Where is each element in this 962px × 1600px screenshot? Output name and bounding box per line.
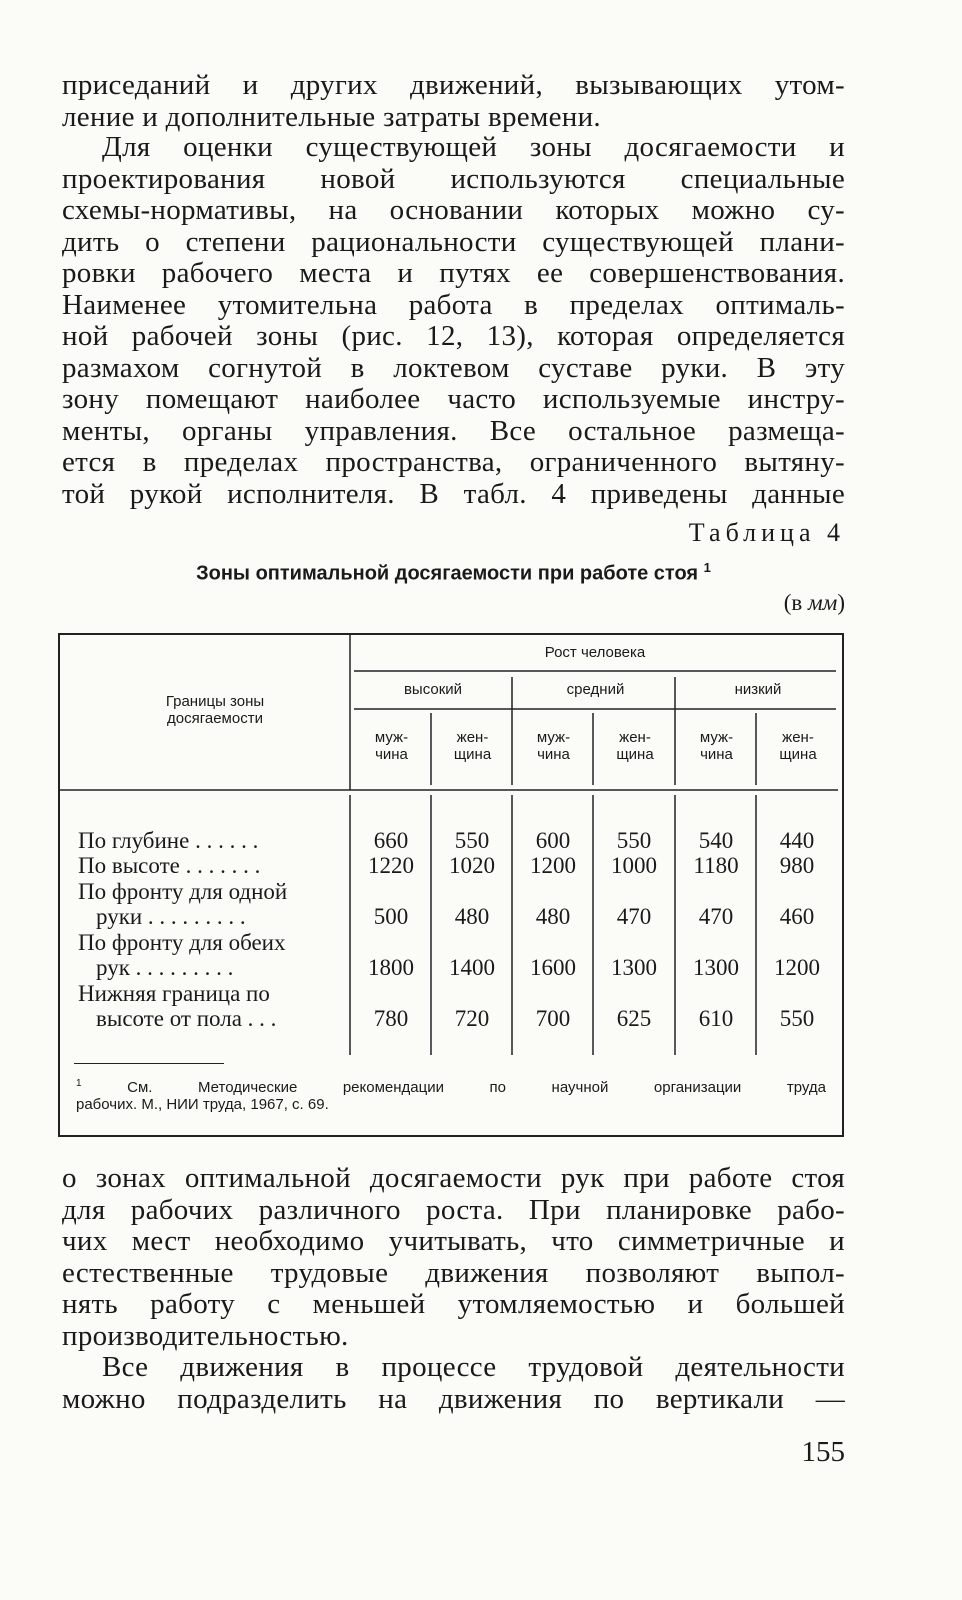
table-cell: 440 — [779, 828, 815, 853]
text-line: схемы-нормативы, на основании которых можно су- — [62, 194, 845, 226]
sex-header-line: щина — [616, 746, 654, 763]
table-cell: 1180 — [693, 853, 739, 878]
page-number: 155 — [801, 1436, 845, 1468]
sex-header — [514, 729, 593, 763]
table-cell: 660 — [373, 828, 409, 853]
text-line: чих мест необходимо учитывать, что симметричные и — [62, 1225, 845, 1257]
table-cell: 700 — [535, 1006, 571, 1031]
row-label — [78, 853, 348, 878]
text-line: проектирования новой используются специальные — [62, 162, 845, 195]
group-header: Рост человека — [544, 644, 646, 661]
sex-header — [758, 729, 838, 763]
data-table — [58, 633, 844, 1137]
table-cell: 470 — [616, 904, 652, 929]
row-header-line: Границы зоны — [165, 693, 265, 710]
paragraph-3 — [62, 1163, 845, 1352]
sex-header-line: щина — [779, 746, 817, 763]
footnote-text: См. Методические рекомендации по научной организации труда — [127, 1079, 826, 1096]
table-cell: 1300 — [693, 955, 739, 980]
unit-suffix: ) — [837, 590, 845, 615]
text-line: естественные трудовые движения позволяют выпол- — [62, 1256, 845, 1289]
table-cell: 550 — [616, 828, 652, 853]
row-label-line: рук . . . . . . . . . — [96, 955, 234, 980]
text-line: менты, органы управления. Все остальное размеща- — [62, 414, 845, 447]
table-title — [62, 560, 845, 586]
height-group-header: средний — [566, 681, 625, 698]
sex-header-line: муж- — [536, 729, 571, 746]
text-line: приседаний и других движений, вызывающих утом- — [62, 69, 845, 101]
table-cell: 1300 — [611, 955, 657, 980]
table-cell: 1220 — [368, 853, 414, 878]
row-label-line: По глубине . . . . . . — [78, 828, 259, 853]
table-cell: 550 — [454, 828, 490, 853]
text-line: производительностью. — [62, 1319, 349, 1352]
sex-header — [352, 729, 431, 763]
text-line: Для оценки существующей зоны досягаемости и — [102, 131, 845, 163]
sex-header-line: чина — [537, 746, 570, 763]
text-line: ление и дополнительные затраты времени. — [62, 100, 601, 133]
table-cell: 470 — [698, 904, 734, 929]
table-footnote — [76, 1075, 826, 1113]
text-line: можно подразделить на движения по вертикали — — [62, 1382, 845, 1415]
footnote-line: рабочих. М., НИИ труда, 1967, с. 69. — [76, 1096, 329, 1113]
sex-header — [433, 729, 512, 763]
table-cell: 720 — [454, 1006, 490, 1031]
table-cell: 500 — [373, 904, 409, 929]
table-cell: 1200 — [530, 853, 576, 878]
table-cell: 1800 — [368, 955, 414, 980]
text-line: Все движения в процессе трудовой деятельности — [102, 1351, 845, 1383]
sex-header-line: жен- — [456, 729, 489, 746]
sex-header-line: щина — [453, 746, 492, 763]
text-line: Наименее утомительна работа в пределах оптималь- — [62, 288, 845, 321]
sex-header — [595, 729, 675, 763]
row-label — [78, 930, 348, 980]
sex-header — [677, 729, 756, 763]
row-label — [78, 879, 348, 929]
row-header-line: досягаемости — [167, 710, 263, 727]
text-line: о зонах оптимальной досягаемости рук при работе стоя — [62, 1162, 845, 1194]
height-group-header: низкий — [734, 681, 782, 698]
sex-header-line: жен- — [619, 729, 651, 746]
table-cell: 780 — [373, 1006, 409, 1031]
sex-header-line: чина — [700, 746, 733, 763]
text-line: нять работу с меньшей утомляемостью и большей — [62, 1288, 845, 1320]
table-cell: 550 — [779, 1006, 815, 1031]
table-cell: 540 — [698, 828, 734, 853]
table-cell: 1200 — [774, 955, 820, 980]
text-line: той рукой исполнителя. В табл. 4 приведены данные — [62, 477, 845, 510]
table-label: Таблица 4 — [688, 518, 845, 547]
row-label-line: По фронту для одной — [78, 879, 288, 904]
row-header — [80, 693, 350, 727]
table-cell: 625 — [616, 1006, 652, 1031]
text-line: зону помещают наиболее часто используемые инстру- — [62, 383, 845, 415]
height-group-header: высокий — [403, 681, 463, 698]
footnote-mark: 1 — [76, 1078, 82, 1089]
table-cell: 480 — [454, 904, 490, 929]
table-cell: 1020 — [449, 853, 495, 878]
table-cell: 610 — [698, 1006, 734, 1031]
table-title-footnote-mark: 1 — [703, 560, 711, 575]
sex-header-line: чина — [375, 746, 408, 763]
text-line: ется в пределах пространства, ограниченного вытяну- — [62, 446, 845, 478]
row-label-line: Нижняя граница по — [78, 981, 270, 1006]
table-cell: 480 — [535, 904, 571, 929]
row-label-line: По высоте . . . . . . . — [78, 853, 261, 878]
row-label-line: высоте от пола . . . — [96, 1006, 277, 1031]
table-cell: 1000 — [611, 853, 657, 878]
table-cell: 460 — [779, 904, 815, 929]
row-label-line: руки . . . . . . . . . — [96, 904, 246, 929]
sex-header-line: муж- — [374, 729, 409, 746]
footnote-line — [76, 1075, 826, 1096]
text-line: для рабочих различного роста. При планировке рабо- — [62, 1193, 845, 1226]
row-label-line: По фронту для обеих — [78, 930, 286, 955]
table-cell: 980 — [779, 853, 815, 878]
row-label — [78, 828, 348, 853]
unit-text: мм — [807, 590, 838, 615]
table-cell: 600 — [535, 828, 571, 853]
paragraph-2 — [62, 132, 845, 510]
table-cell: 1600 — [530, 955, 576, 980]
row-label — [78, 981, 348, 1031]
sex-header-line: муж- — [699, 729, 734, 746]
text-line: ной рабочей зоны (рис. 12, 13), которая определяется — [62, 320, 845, 352]
paragraph-1 — [62, 70, 845, 133]
text-line: размахом согнутой в локтевом суставе руки. В эту — [62, 351, 845, 384]
table-cell: 1400 — [449, 955, 495, 980]
footnote-rule — [74, 1063, 224, 1064]
table-unit — [784, 590, 845, 616]
table-title-text: Зоны оптимальной досягаемости при работе стоя — [196, 562, 699, 585]
text-line: дить о степени рациональности существующей плани- — [62, 225, 845, 258]
unit-prefix: (в — [783, 590, 808, 615]
paragraph-4 — [62, 1352, 845, 1415]
text-line: ровки рабочего места и путях ее совершенствования. — [62, 257, 845, 289]
sex-header-line: жен- — [782, 729, 814, 746]
